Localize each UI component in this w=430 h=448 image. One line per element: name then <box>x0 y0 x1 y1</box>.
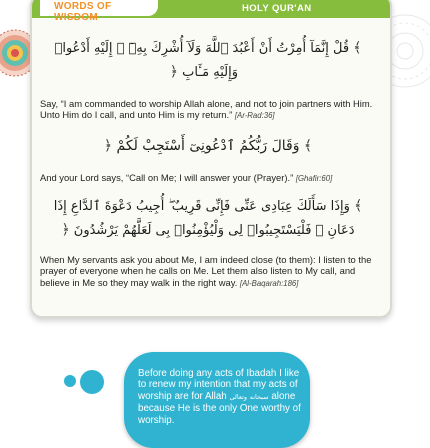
thought-bubble <box>124 352 310 448</box>
bubble-text-after: alone because He is the only One worthy of worship. <box>138 390 301 426</box>
verse-1-translation: Say, “I am commanded to worship Allah alone, and not to join partners with Him. Unto Him do I call, and unto Him is my return.” <box>40 98 373 121</box>
verse-3-arabic-2: دَعَانِ ۖ فَلْيَسْتَجِيبُوا۟ لِى وَلْيُؤْمِنُوا۟ بِى لَعَلَّهُمْ يَرْشُدُونَ ﴿ <box>61 222 355 238</box>
honorific-top: سبحانه <box>249 392 269 401</box>
bubble-text-before: Before doing any acts of Ibadah I like to renew my intention that my acts of worship are for Allah <box>138 368 300 402</box>
verse-2-arabic-line-1: وَقَالَ رَبُّكُمُ ٱدْعُونِىٓ أَسْتَجِبْ لَكُمْ <box>116 138 300 154</box>
verse-1-translation-block <box>40 98 380 122</box>
verse-1-arabic: ﴾ قُلْ إِنَّمَآ أُمِرْتُ أَنْ أَعْبُدَ ٱللَّهَ وَلَآ أُشْرِكَ بِهِۦٓ ۚ إِلَيْهِ أَدْعُوا۟ <box>54 40 362 56</box>
thought-dot-large <box>80 370 104 394</box>
verse-3-translation-block <box>40 254 380 289</box>
verse-2-translation-block <box>40 172 380 184</box>
section-tab-label: WORDS OF WISDOM <box>54 1 112 23</box>
verse-3-translation: When My servants ask you about Me, I am indeed close (to them): I listen to the prayer of everyone when he calls on Me. Let them also listen to My call, and believe in Me so they may walk in the right way. <box>40 254 372 288</box>
wisdom-card <box>30 0 392 318</box>
verse-2-translation: And your Lord says, “Call on Me; I will answer your (Prayer).” <box>40 172 294 183</box>
honorific-bottom: وتعالى <box>229 392 247 401</box>
verse-2-reference: [Ghafir:60] <box>295 174 333 183</box>
verse-1-reference: [Ar-Rad:36] <box>234 111 275 121</box>
verse-1-arabic-line-2: وَإِلَيْهِ مَـَٔابِ <box>182 65 238 80</box>
thought-bubble-text <box>138 368 302 426</box>
verse-1-arabic-2: وَإِلَيْهِ مَـَٔابِ ﴿ <box>169 64 238 80</box>
verse-3-arabic-line-1: وَإِذَا سَأَلَكَ عِبَادِى عَنِّى فَإِنِّى قَرِيبٌ ۖ أُجِيبُ دَعْوَةَ ٱلدَّاعِ إِذَا <box>53 199 350 214</box>
verse-3-arabic: ﴾ وَإِذَا سَأَلَكَ عِبَادِى عَنِّى فَإِنِّى قَرِيبٌ ۖ أُجِيبُ دَعْوَةَ ٱلدَّاعِ إِذَا <box>53 198 363 214</box>
verse-3-reference: [Al-Baqarah:186] <box>239 278 299 288</box>
verse-1-arabic-line-1: قُلْ إِنَّمَآ أُمِرْتُ أَنْ أَعْبُدَ ٱللَّهَ وَلَآ أُشْرِكَ بِهِۦٓ ۚ إِلَيْهِ أَدْعُوا۟ <box>54 41 350 56</box>
header-title: HOLY QUR'AN <box>242 3 312 14</box>
section-tab <box>40 0 158 23</box>
thought-dot-small <box>64 375 76 387</box>
verse-2-arabic: ﴾ وَقَالَ رَبُّكُمُ ٱدْعُونِىٓ أَسْتَجِبْ لَكُمْ ﴿ <box>103 138 313 154</box>
verse-3-arabic-line-2: دَعَانِ ۖ فَلْيَسْتَجِيبُوا۟ لِى وَلْيُؤْمِنُوا۟ بِى لَعَلَّهُمْ يَرْشُدُونَ <box>73 223 355 238</box>
card-header <box>32 0 390 23</box>
